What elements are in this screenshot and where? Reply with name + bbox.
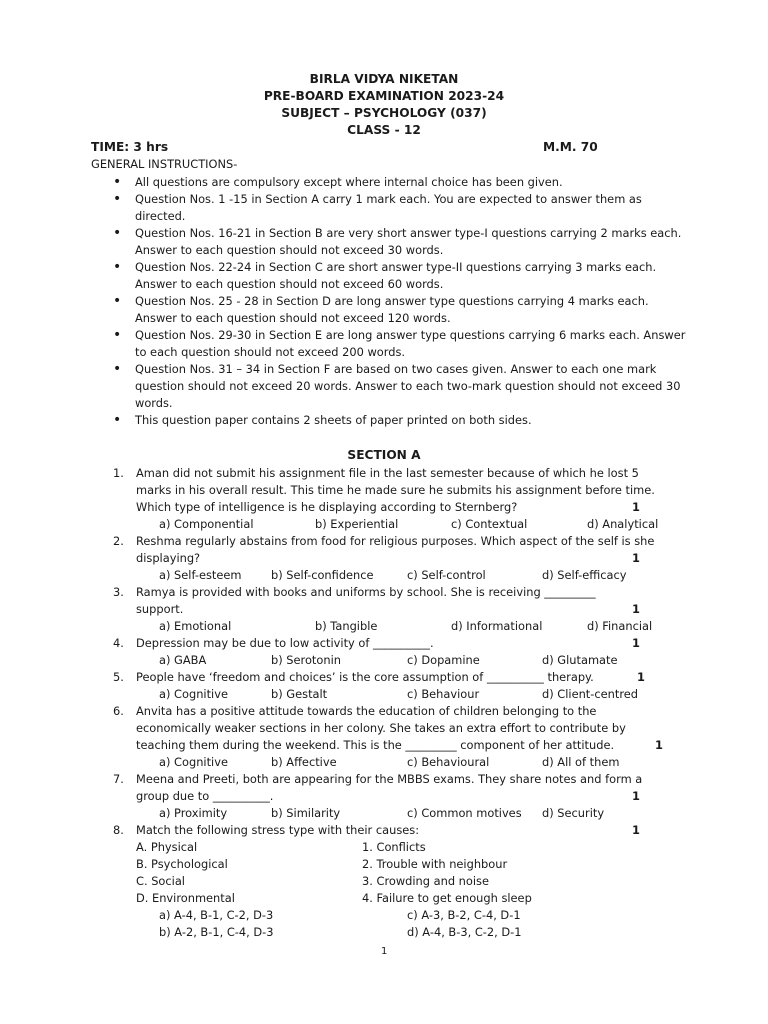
match-right-item: 4. Failure to get enough sleep: [362, 891, 532, 905]
option-b: b) Serotonin: [271, 653, 341, 667]
instruction-item: • All questions are compulsory except where internal choice has been given.: [113, 174, 693, 191]
option-c: c) Contextual: [451, 517, 528, 531]
question-number: 3.: [113, 585, 124, 599]
question-text: Reshma regularly abstains from food for religious purposes. Which aspect of the self is she displaying?: [136, 534, 655, 565]
option-c: c) Behaviour: [407, 687, 480, 701]
question-mark: 1: [632, 602, 640, 616]
option-c: c) Dopamine: [407, 653, 480, 667]
option-b: b) Similarity: [271, 806, 341, 820]
question-3: [113, 584, 673, 636]
question-number: 8.: [113, 823, 124, 837]
option-a: a) GABA: [159, 653, 207, 667]
page-number: 1: [381, 946, 388, 957]
option-c: d) Informational: [451, 619, 543, 633]
question-5: [113, 669, 673, 704]
option-d: d) Glutamate: [542, 653, 618, 667]
match-right-item: 3. Crowding and noise: [362, 874, 489, 888]
option-a: a) Self-esteem: [159, 568, 242, 582]
question-mark: 1: [637, 670, 645, 684]
instruction-item: • Question Nos. 16-21 in Section B are very short answer type-I questions carrying 2 marks each. Answer to each question should not exceed 30 words.: [113, 225, 693, 259]
match-left-item: D. Environmental: [136, 891, 235, 905]
option-c: c) A-3, B-2, C-4, D-1: [407, 908, 521, 922]
question-mark: 1: [632, 789, 640, 803]
question-text: People have ‘freedom and choices’ is the core assumption of __________ therapy.: [136, 670, 594, 684]
option-d: d) Client-centred: [542, 687, 639, 701]
option-a: a) Cognitive: [159, 687, 228, 701]
option-d: d) Analytical: [587, 517, 659, 531]
instruction-item: • Question Nos. 25 - 28 in Section D are long answer type questions carrying 4 marks each. Answer to each question should not exceed 120 words.: [113, 293, 693, 327]
option-d: d) Self-efficacy: [542, 568, 627, 582]
question-mark: 1: [632, 500, 640, 514]
question-7: [113, 771, 673, 823]
instruction-item: • Question Nos. 22-24 in Section C are short answer type-II questions carrying 3 marks each. Answer to each question should not exceed 60 words.: [113, 259, 693, 293]
match-left-item: A. Physical: [136, 840, 198, 854]
instructions-list: [113, 174, 693, 429]
question-2: [113, 533, 673, 585]
question-6: [113, 703, 673, 773]
question-number: 7.: [113, 772, 124, 786]
option-a: a) Componential: [159, 517, 254, 531]
option-c: c) Common motives: [407, 806, 522, 820]
option-b: b) Experiential: [315, 517, 399, 531]
option-a: a) Cognitive: [159, 755, 228, 769]
option-d: d) All of them: [542, 755, 620, 769]
question-text: Ramya is provided with books and uniforms by school. She is receiving _________ support.: [136, 585, 596, 616]
instruction-item: • Question Nos. 31 – 34 in Section F are based on two cases given. Answer to each one mark question should not exceed 20 words. Answer to each two-mark question should not exceed 30 words.: [113, 361, 693, 412]
question-mark: 1: [632, 551, 640, 565]
question-number: 4.: [113, 636, 124, 650]
question-text: Match the following stress type with their causes:: [136, 823, 420, 837]
question-number: 2.: [113, 534, 124, 548]
instructions-title: GENERAL INSTRUCTIONS-: [91, 157, 238, 171]
question-8: [113, 822, 673, 947]
subject-title: SUBJECT – PSYCHOLOGY (037): [281, 106, 487, 120]
option-d: d) Security: [542, 806, 605, 820]
option-b: b) Gestalt: [271, 687, 328, 701]
time-label: TIME: 3 hrs: [91, 140, 169, 154]
exam-title: PRE-BOARD EXAMINATION 2023-24: [263, 89, 505, 103]
question-4: [113, 635, 673, 670]
question-text: Depression may be due to low activity of __________.: [136, 636, 434, 650]
question-mark: 1: [632, 636, 640, 650]
class-title: CLASS - 12: [347, 123, 421, 137]
match-left-item: C. Social: [136, 874, 185, 888]
question-mark: 1: [632, 823, 640, 837]
school-name: BIRLA VIDYA NIKETAN: [309, 72, 459, 86]
question-text: Aman did not submit his assignment file in the last semester because of which he lost 5 marks in his overall result. This time he made sure he submits his assignment before time. Which type of intelligence is he displaying according to Sternberg?: [136, 466, 655, 514]
question-mark: 1: [655, 738, 663, 752]
option-c: c) Behavioural: [407, 755, 490, 769]
option-b: b) Affective: [271, 755, 337, 769]
option-d: d) Financial: [587, 619, 653, 633]
question-number: 1.: [113, 466, 124, 480]
option-a: a) A-4, B-1, C-2, D-3: [159, 908, 274, 922]
max-marks-label: M.M. 70: [543, 140, 598, 154]
question-number: 5.: [113, 670, 124, 684]
option-b: b) A-2, B-1, C-4, D-3: [159, 925, 274, 939]
instruction-item: • This question paper contains 2 sheets of paper printed on both sides.: [113, 412, 693, 429]
option-b: b) Tangible: [315, 619, 378, 633]
option-a: a) Emotional: [159, 619, 232, 633]
option-a: a) Proximity: [159, 806, 228, 820]
section-title: SECTION A: [347, 448, 421, 462]
instruction-item: • Question Nos. 1 -15 in Section A carry 1 mark each. You are expected to answer them as directed.: [113, 191, 693, 225]
option-b: b) Self-confidence: [271, 568, 374, 582]
match-left-item: B. Psychological: [136, 857, 228, 871]
question-number: 6.: [113, 704, 124, 718]
question-text: Anvita has a positive attitude towards the education of children belonging to the economically weaker sections in her colony. She takes an extra effort to contribute by teaching them during the weekend. This is the _________ component of her attitude.: [136, 704, 626, 752]
question-1: [113, 465, 673, 535]
instruction-item: • Question Nos. 29-30 in Section E are long answer type questions carrying 6 marks each. Answer to each question should not exceed 200 words.: [113, 327, 693, 361]
match-right-item: 1. Conflicts: [362, 840, 426, 854]
match-right-item: 2. Trouble with neighbour: [362, 857, 508, 871]
option-c: c) Self-control: [407, 568, 486, 582]
option-d: d) A-4, B-3, C-2, D-1: [407, 925, 522, 939]
question-text: Meena and Preeti, both are appearing for the MBBS exams. They share notes and form a group due to __________.: [136, 772, 643, 803]
